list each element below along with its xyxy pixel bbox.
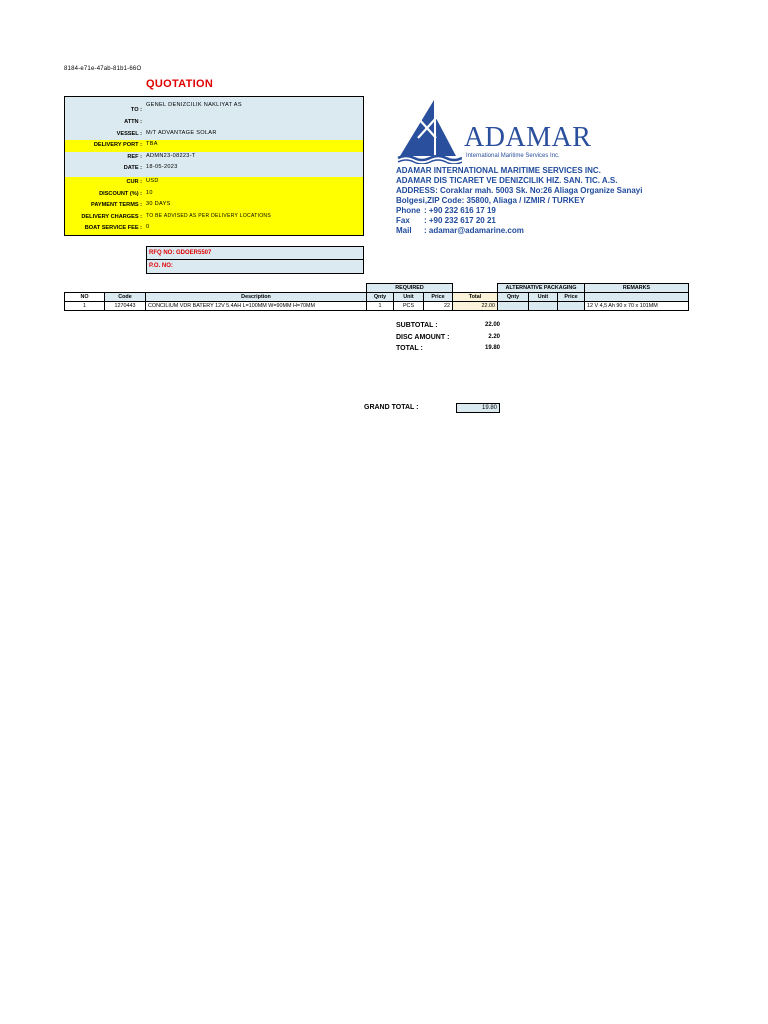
to-value: GENEL DENIZCILIK NAKLIYAT AS — [146, 102, 242, 108]
col-total: Total — [453, 293, 498, 302]
info-row-vessel — [65, 129, 363, 141]
subtotal-label: SUBTOTAL : — [396, 322, 438, 329]
row-no: 1 — [65, 302, 105, 311]
group-required: REQUIRED — [367, 284, 453, 293]
fax-label: Fax — [396, 216, 410, 225]
info-row-attn — [65, 117, 363, 129]
to-label: TO : — [130, 107, 142, 113]
row-total: 22.00 — [453, 302, 498, 311]
disc-amount-label: DISC AMOUNT : — [396, 334, 450, 341]
address-line-2: Bolgesi,ZIP Code: 35800, Aliaga / IZMIR / TURKEY — [396, 196, 585, 205]
vessel-value: M/T ADVANTAGE SOLAR — [146, 129, 217, 136]
company-details — [396, 166, 642, 236]
rfq-box — [146, 246, 364, 274]
ref-value: ADMN23-08223-T — [146, 152, 196, 159]
company-address-line-1 — [396, 186, 642, 196]
document-id: 8184-e71e-47ab-81b1-66O — [64, 66, 142, 72]
total-label: TOTAL : — [396, 345, 423, 352]
info-row-discount — [65, 189, 363, 201]
row-remarks: 12 V 4,5 Ah 90 x 70 x 101MM — [585, 302, 689, 311]
col-remarks — [585, 293, 689, 302]
cur-label: CUR : — [126, 179, 142, 185]
payment-terms-value: 30 DAYS — [146, 201, 171, 208]
page-title: QUOTATION — [146, 78, 214, 90]
payment-terms-label: PAYMENT TERMS : — [91, 202, 142, 209]
col-unit: Unit — [394, 293, 424, 302]
info-row-delivery-charges — [65, 212, 363, 224]
company-name-en: ADAMAR INTERNATIONAL MARITIME SERVICES INC. — [396, 166, 601, 175]
col-alt-unit: Unit — [529, 293, 558, 302]
cur-value: USD — [146, 178, 159, 184]
table-group-header — [65, 284, 689, 293]
company-fax — [396, 216, 642, 226]
ref-label: REF : — [127, 153, 142, 160]
row-price: 22 — [424, 302, 453, 311]
row-alt-unit — [529, 302, 558, 311]
company-phone — [396, 206, 642, 216]
company-name-tr: ADAMAR DIS TICARET VE DENIZCILIK HIZ. SAN. TIC. A.S. — [396, 176, 618, 185]
date-label: DATE : — [123, 165, 142, 172]
col-code: Code — [105, 293, 146, 302]
logo-wordmark: ADAMAR — [464, 122, 592, 153]
phone-label: Phone — [396, 206, 421, 215]
mail-label: Mail — [396, 226, 412, 235]
rfq-number: RFQ NO: GDOER5507 — [147, 247, 363, 260]
delivery-port-label: DELIVERY PORT : — [93, 142, 142, 149]
col-alt-price: Price — [558, 293, 585, 302]
address-line-1: Coraklar mah. 5003 Sk. No:26 Aliaga Organize Sanayi — [437, 186, 643, 195]
company-mail — [396, 226, 642, 236]
po-number: P.O. NO: — [149, 263, 173, 269]
row-alt-price — [558, 302, 585, 311]
address-label: ADDRESS: — [396, 186, 438, 195]
group-remarks: REMARKS — [585, 284, 689, 293]
info-row-cur — [65, 177, 363, 189]
group-alternative-packaging: ALTERNATIVE PACKAGING — [498, 284, 585, 293]
delivery-charges-value: TO BE ADVISED AS PER DELIVERY LOCATIONS — [146, 212, 271, 219]
row-unit: PCS — [394, 302, 424, 311]
info-row-ref — [65, 152, 363, 164]
table-column-header — [65, 293, 689, 302]
col-no: NO — [65, 293, 105, 302]
col-description: Description — [146, 293, 367, 302]
grand-total-label: GRAND TOTAL : — [364, 404, 419, 411]
boat-fee-label: BOAT SERVICE FEE : — [84, 225, 142, 232]
delivery-port-value: TBA — [146, 141, 158, 148]
phone-value: : +90 232 616 17 19 — [424, 206, 496, 215]
info-row-boat-fee — [65, 223, 363, 235]
mail-value: : adamar@adamarine.com — [424, 226, 524, 235]
col-alt-qnty: Qnty — [498, 293, 529, 302]
date-value: 18-05-2023 — [146, 164, 178, 171]
grand-total-value: 19.80 — [456, 403, 500, 413]
total-value: 19.80 — [484, 345, 500, 351]
table-row — [65, 302, 689, 311]
info-row-payment-terms — [65, 200, 363, 212]
row-code: 1270443 — [105, 302, 146, 311]
logo-subtitle: International Maritime Services Inc. — [466, 153, 560, 159]
delivery-charges-label: DELIVERY CHARGES : — [81, 213, 142, 220]
discount-label: DISCOUNT (%) : — [99, 190, 142, 197]
discount-value: 10 — [146, 189, 153, 196]
quotation-info-box — [64, 96, 364, 236]
row-alt-qnty — [498, 302, 529, 311]
subtotal-value: 22.00 — [484, 322, 500, 328]
fax-value: : +90 232 617 20 21 — [424, 216, 496, 225]
boat-fee-value: 0 — [146, 224, 150, 231]
row-qnty: 1 — [367, 302, 394, 311]
vessel-label: VESSEL : — [116, 130, 142, 137]
items-table — [64, 283, 689, 311]
info-row-date — [65, 163, 363, 175]
row-description: CONCILIUM VDR BATERY 12V 5.4AH L=100MM W=90MM H=70MM — [146, 302, 367, 311]
col-price: Price — [424, 293, 453, 302]
disc-amount-value: 2.20 — [488, 334, 500, 340]
col-qnty: Qnty — [367, 293, 394, 302]
info-row-to — [65, 99, 363, 113]
info-row-delivery-port — [65, 140, 363, 152]
attn-label: ATTN : — [124, 119, 142, 125]
adamar-logo-icon — [396, 98, 462, 164]
